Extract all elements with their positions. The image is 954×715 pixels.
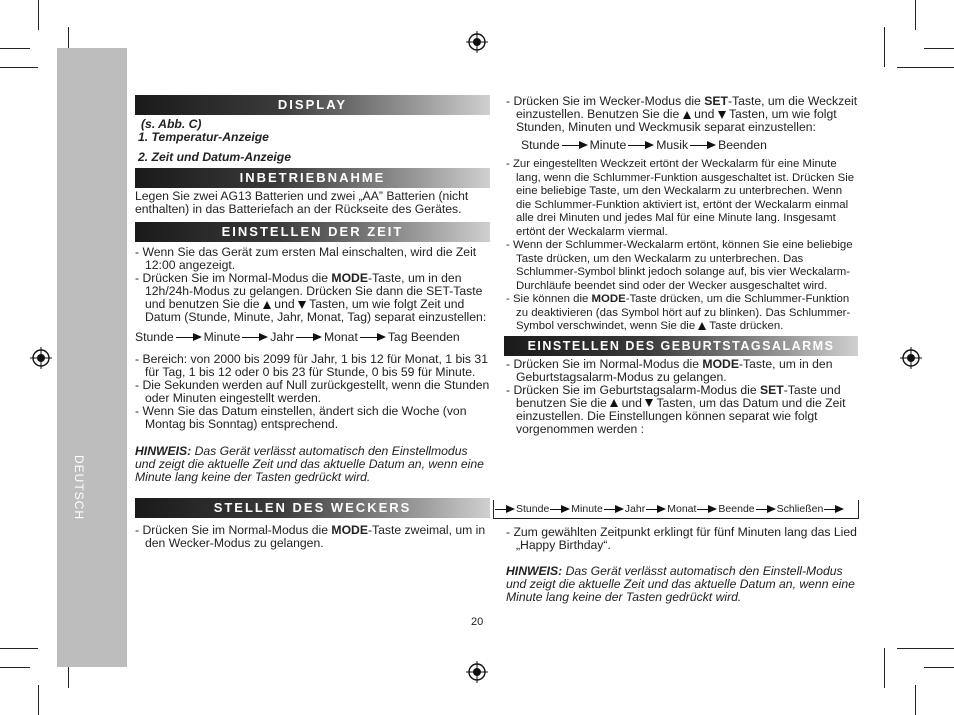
arrow-right-icon: [604, 504, 624, 515]
seq-step: Beenden: [410, 330, 460, 344]
crop-mark: [0, 48, 30, 49]
zeit-bullet-4: - Die Sekunden werden auf Null zurückgestellt, wenn die Stunden oder Minuten eingestellt werden.: [135, 378, 490, 405]
right-bullet-4: [506, 293, 858, 334]
seq-step: Tag: [387, 330, 408, 344]
seq-step: Stunde: [135, 330, 174, 344]
crop-mark: [0, 67, 38, 68]
zeit-bullet-5: - Wenn Sie das Datum einstellen, ändert sich die Woche (von Montag bis Sonntag) entsprechend.: [135, 404, 467, 431]
text: Taste drücken.: [706, 320, 784, 332]
side-band: [57, 48, 127, 667]
text: Tasten, um wie folgt Stunden, Minuten und Weckmusik separat einzustellen:: [516, 107, 837, 134]
registration-mark-icon: [466, 31, 488, 53]
crop-mark: [0, 648, 38, 649]
text: - Drücken Sie im Normal-Modus die: [135, 523, 332, 537]
set-key-label: SET: [704, 94, 728, 108]
arrow-right-icon: [628, 140, 654, 151]
right-column-bottom: [506, 526, 858, 604]
crop-mark: [884, 648, 885, 688]
text: - Drücken Sie im Geburtstagsalarm-Modus die: [506, 382, 760, 397]
hinweis-label: HINWEIS:: [135, 444, 192, 458]
text: -Taste und benutzen Sie die: [516, 382, 841, 410]
text: - Sie können die: [506, 293, 592, 305]
geb-bullet-2: [506, 384, 858, 436]
crop-mark: [915, 685, 916, 715]
arrow-right-icon: [824, 504, 844, 515]
crop-mark: [924, 667, 954, 668]
seq-step: Jahr: [270, 330, 294, 344]
text: Tasten, um das Datum und die Zeit einzustellen. Die Einstellungen können separat wie folgt vorgenommen werden :: [516, 395, 846, 436]
hinweis-left: [135, 445, 490, 484]
wecker-heading: STELLEN DES WECKERS: [135, 498, 490, 518]
inbetriebnahme-text: Legen Sie zwei AG13 Batterien und zwei „AA” Batterien (nicht enthalten) in das Batteriefach an der Rückseite des Gerätes.: [135, 189, 469, 216]
hinweis-right: [506, 565, 858, 604]
seq-step: Stunde: [516, 503, 550, 515]
left-column: [135, 95, 490, 550]
crop-mark: [897, 648, 954, 649]
registration-mark-icon: [466, 661, 488, 683]
arrow-right-icon: [756, 504, 776, 515]
crop-mark: [38, 685, 39, 715]
down-arrow-icon: [298, 301, 306, 309]
mode-key-label: MODE: [702, 356, 739, 371]
registration-mark-icon: [30, 347, 52, 369]
arrow-right-icon: [242, 332, 268, 343]
geburtstag-sequence: [493, 500, 859, 519]
zeit-bullet-3: - Bereich: von 2000 bis 2099 für Jahr, 1 bis 12 für Monat, 1 bis 31 für Tag, 1 bis 12 oder 0 bis 23 für Stunde, 0 bis 59 für Minute.: [135, 352, 488, 379]
geburtstag-heading: EINSTELLEN DES GEBURTSTAGSALARMS: [504, 336, 858, 356]
crop-mark: [0, 667, 30, 668]
geb-bullet-1: [506, 358, 858, 384]
seq-step: Monat: [323, 330, 358, 344]
crop-mark: [897, 67, 954, 68]
registration-mark-icon: [900, 347, 922, 369]
zeit-bullet-2: [135, 272, 490, 324]
text: -Taste, um in den 12h/24h-Modus zu gelangen. Drücken Sie dann die SET-Taste und benutzen Sie die: [145, 271, 483, 311]
zeit-sequence: [135, 331, 490, 344]
text: Das Gerät verlässt automatisch den Einstell-Modus und zeigt die aktuelle Zeit und das aktuelle Datum an, wenn eine Minute lang keine der Tasten gedrückt wird.: [506, 564, 855, 604]
display-item-1: 1. Temperatur-Anzeige: [138, 130, 269, 144]
wecker-bullet-1: [135, 524, 490, 550]
hinweis-label: HINWEIS:: [506, 564, 563, 578]
right-bullet-3: - Wenn der Schlummer-Weckalarm ertönt, können Sie eine beliebige Taste drücken, um den Weckalarm zu unterbrechen. Das Schlummer-Symbol blinkt jedoch solange auf, bis vier Weckalarm-Durchläufe beendet sind oder der Wecker ausgeschaltet wird.: [506, 239, 853, 292]
right-bullet-2: - Zur eingestellten Weckzeit ertönt der Weckalarm für eine Minute lang, wenn die Schlummer-Funktion ausgeschaltet ist. Drücken Sie eine beliebige Taste, um den Weckalarm zu unterbrechen. Wenn die Schlummer-Funktion aktiviert ist, ertönt der Weckalarm einmal alle drei Minuten und jedes Mal für eine Minute lang. Insgesamt ertönt der Weckalarm viermal.: [506, 158, 855, 238]
seq-step: Beenden: [718, 138, 767, 152]
text: und: [270, 297, 299, 311]
arrow-right-icon: [646, 504, 666, 515]
arrow-right-icon: [495, 504, 515, 515]
set-key-label: SET: [760, 382, 784, 397]
zeit-heading: EINSTELLEN DER ZEIT: [135, 222, 490, 242]
arrow-right-icon: [562, 140, 588, 151]
seq-step: Musik: [656, 138, 689, 152]
crop-mark: [38, 0, 39, 30]
display-ref: (s. Abb. C): [141, 117, 202, 131]
arrow-right-icon: [690, 140, 716, 151]
text: - Drücken Sie im Normal-Modus die: [135, 271, 332, 285]
crop-mark: [924, 48, 954, 49]
up-arrow-icon: [683, 111, 691, 119]
down-arrow-icon: [718, 111, 726, 119]
display-heading: DISPLAY: [135, 95, 490, 115]
geb-bullet-3: - Zum gewählten Zeitpunkt erklingt für fünf Minuten lang das Lied „Happy Birthday“.: [506, 525, 857, 552]
seq-step: Minute: [589, 138, 627, 152]
arrow-right-icon: [360, 332, 386, 343]
text: und: [618, 395, 646, 410]
text: - Drücken Sie im Normal-Modus die: [506, 356, 703, 371]
text: -Taste drücken, um die Schlummer-Funktion zu deaktivieren (das Symbol hört auf zu blinken). Das Schlummer-Symbol verschwindet, wenn Sie die: [516, 293, 851, 332]
arrow-right-icon: [550, 504, 570, 515]
mode-key-label: MODE: [591, 293, 626, 305]
inbetriebnahme-heading: INBETRIEBNAHME: [135, 168, 490, 188]
text: -Taste, um die Weckzeit einzustellen. Benutzen Sie die: [516, 94, 858, 121]
seq-step: Beende: [718, 503, 755, 515]
text: und: [690, 107, 718, 121]
arrow-right-icon: [176, 332, 202, 343]
crop-mark: [915, 0, 916, 30]
side-language-label: DEUTSCH: [72, 455, 86, 521]
mode-key-label: MODE: [331, 523, 368, 537]
seq-step: Minute: [571, 503, 603, 515]
text: -Taste, um in den Geburtstagsalarm-Modus zu gelangen.: [516, 356, 833, 384]
arrow-right-icon: [296, 332, 322, 343]
seq-step: Jahr: [624, 503, 646, 515]
seq-step: Stunde: [521, 138, 560, 152]
seq-step: Minute: [203, 330, 241, 344]
right-bullet-1: [506, 95, 858, 134]
right-column: [506, 95, 858, 436]
arrow-right-icon: [697, 504, 717, 515]
mode-key-label: MODE: [331, 271, 368, 285]
display-item-2: 2. Zeit und Datum-Anzeige: [138, 150, 292, 164]
up-arrow-icon: [610, 399, 618, 407]
seq-step: Monat: [667, 503, 697, 515]
crop-mark: [884, 27, 885, 67]
text: - Drücken Sie im Wecker-Modus die: [506, 94, 705, 108]
text: -Taste zweimal, um in den Wecker-Modus zu gelangen.: [145, 523, 486, 550]
up-arrow-icon: [263, 301, 271, 309]
seq-step: Schließen: [776, 503, 824, 515]
page-number: 20: [471, 616, 484, 628]
wecker-sequence: [506, 139, 858, 152]
zeit-bullet-1: - Wenn Sie das Gerät zum ersten Mal einschalten, wird die Zeit 12:00 angezeigt.: [135, 245, 477, 272]
text: Tasten, um wie folgt Zeit und Datum (Stunde, Minute, Jahr, Monat, Tag) separat einzustellen:: [145, 297, 487, 324]
text: Das Gerät verlässt automatisch den Einstellmodus und zeigt die aktuelle Zeit und das aktuelle Datum an, wenn eine Minute lang keine der Tasten gedrückt wird.: [135, 444, 484, 484]
